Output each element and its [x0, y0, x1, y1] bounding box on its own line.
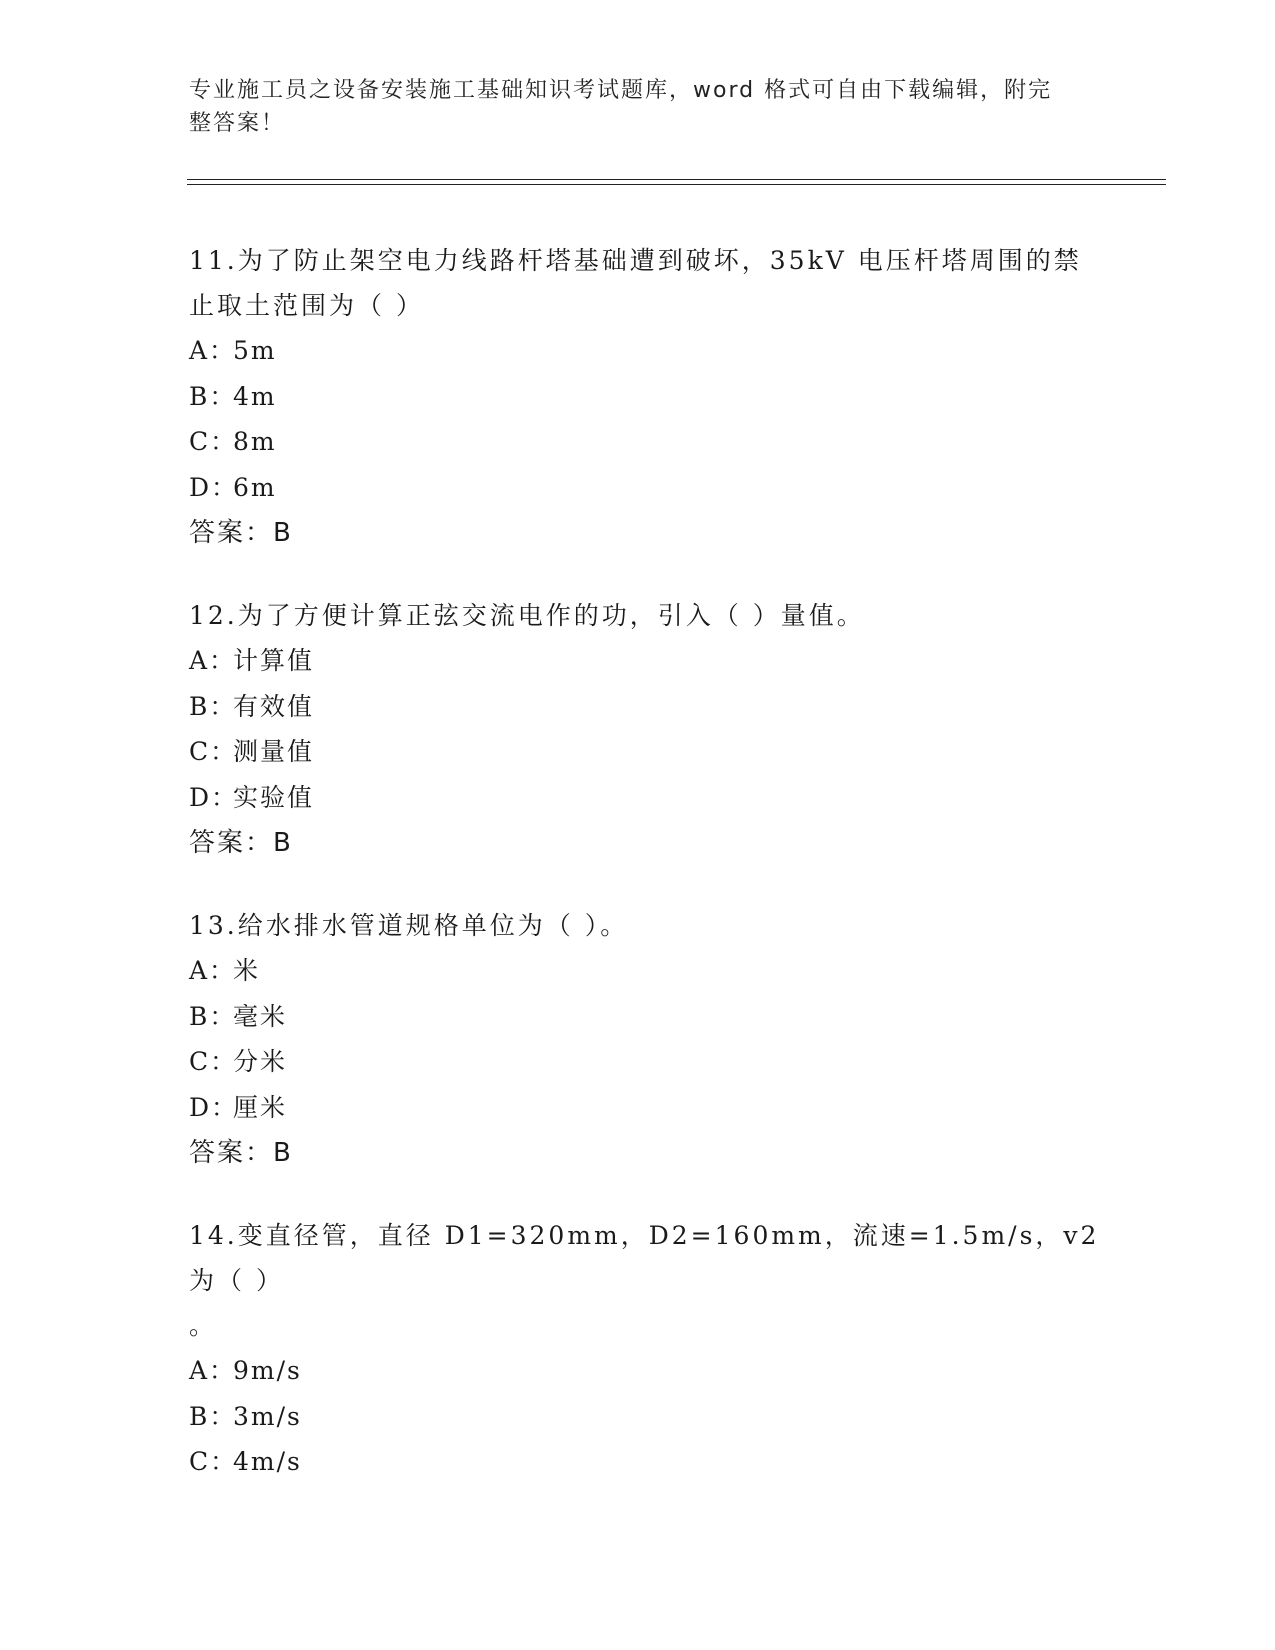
question-text-line: 12.为了方便计算正弦交流电作的功，引入（ ）量值。 — [189, 601, 865, 630]
option-b — [189, 684, 1109, 730]
option-value: 米 — [233, 956, 261, 985]
option-value: 实验值 — [233, 782, 315, 812]
question-text-line: 11.为了防止架空电力线路杆塔基础遭到破坏，35kV 电压杆塔周围的禁 — [189, 246, 1082, 275]
option-key: D： — [189, 1092, 239, 1122]
header-divider-top — [187, 179, 1166, 180]
option-key: B： — [189, 1001, 237, 1031]
option-a — [189, 1348, 1109, 1394]
option-key: A： — [189, 1356, 237, 1385]
option-value: 测量值 — [233, 737, 315, 766]
option-value: 8m — [233, 427, 277, 456]
question-text-line: 14.变直径管，直径 D1=320mm，D2=160mm，流速=1.5m/s，v2 为（ ） — [189, 1221, 1100, 1295]
option-b — [189, 994, 1109, 1040]
option-c — [189, 419, 1109, 465]
option-value: 4m — [233, 381, 277, 411]
option-d — [189, 775, 1109, 821]
question-list — [189, 238, 1109, 1522]
option-value: 4m/s — [233, 1447, 302, 1476]
option-key: A： — [189, 956, 237, 985]
option-c — [189, 1039, 1109, 1085]
header-line-2: 整答案！ — [189, 111, 286, 136]
option-b — [189, 374, 1109, 420]
question-text-line: 。 — [189, 1311, 218, 1340]
option-a — [189, 328, 1109, 374]
option-d — [189, 465, 1109, 511]
option-value: 3m/s — [233, 1401, 302, 1431]
option-b — [189, 1394, 1109, 1440]
option-key: C： — [189, 427, 238, 456]
option-c — [189, 729, 1109, 775]
option-key: B： — [189, 691, 237, 721]
option-key: D： — [189, 782, 239, 812]
option-key: C： — [189, 1447, 238, 1476]
option-c — [189, 1439, 1109, 1485]
option-value: 分米 — [233, 1047, 288, 1076]
question-11 — [189, 238, 1109, 556]
option-value: 有效值 — [233, 691, 315, 721]
option-value: 计算值 — [233, 646, 315, 675]
option-value: 厘米 — [233, 1092, 288, 1122]
option-key: A： — [189, 336, 237, 365]
option-key: B： — [189, 381, 237, 411]
answer-line: 答案：B — [189, 1138, 293, 1168]
answer-line: 答案：B — [189, 518, 293, 548]
question-12 — [189, 593, 1109, 866]
option-a — [189, 638, 1109, 684]
header-line-1: 专业施工员之设备安装施工基础知识考试题库，word 格式可自由下载编辑，附完 — [189, 78, 1053, 103]
option-value: 9m/s — [233, 1356, 302, 1385]
option-key: D： — [189, 472, 239, 502]
option-key: C： — [189, 737, 238, 766]
option-key: A： — [189, 646, 237, 675]
option-a — [189, 948, 1109, 994]
option-value: 6m — [233, 472, 277, 502]
document-header — [189, 74, 1089, 140]
option-value: 5m — [233, 336, 277, 365]
option-value: 毫米 — [233, 1001, 288, 1031]
question-13 — [189, 903, 1109, 1176]
question-text-line: 13.给水排水管道规格单位为（ ）。 — [189, 911, 629, 940]
header-divider-bottom — [187, 184, 1166, 185]
option-d — [189, 1085, 1109, 1131]
option-key: B： — [189, 1401, 237, 1431]
question-14 — [189, 1213, 1109, 1485]
question-text-line: 止取土范围为（ ） — [189, 291, 424, 320]
option-key: C： — [189, 1047, 238, 1076]
answer-line: 答案：B — [189, 828, 293, 858]
